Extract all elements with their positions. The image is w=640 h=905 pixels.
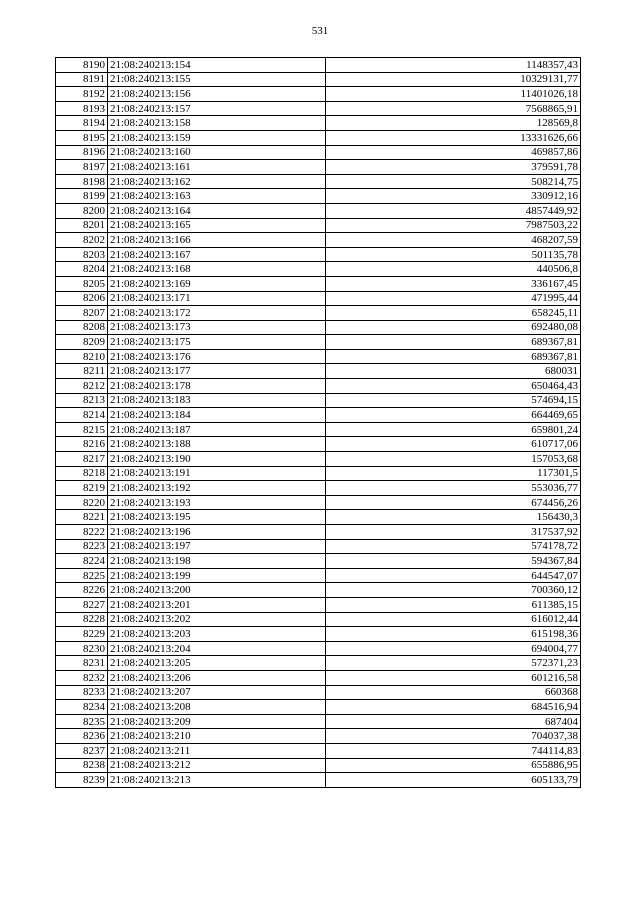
cadastral-number-cell: 21:08:240213:201 (108, 597, 326, 612)
table-row (56, 130, 581, 145)
cadastral-number-cell: 21:08:240213:162 (108, 174, 326, 189)
row-number-cell: 8235 (56, 714, 108, 729)
value-cell: 611385,15 (326, 597, 581, 612)
row-number-cell: 8222 (56, 525, 108, 540)
table-row (56, 145, 581, 160)
value-cell: 659801,24 (326, 422, 581, 437)
row-number-cell: 8206 (56, 291, 108, 306)
row-number-cell: 8225 (56, 568, 108, 583)
row-number-cell: 8211 (56, 364, 108, 379)
cadastral-number-cell: 21:08:240213:202 (108, 612, 326, 627)
row-number-cell: 8217 (56, 452, 108, 467)
cadastral-number-cell: 21:08:240213:154 (108, 58, 326, 73)
value-cell: 317537,92 (326, 525, 581, 540)
table-row (56, 437, 581, 452)
table-row (56, 422, 581, 437)
value-cell: 336167,45 (326, 276, 581, 291)
value-cell: 674456,26 (326, 495, 581, 510)
row-number-cell: 8203 (56, 247, 108, 262)
cadastral-number-cell: 21:08:240213:173 (108, 320, 326, 335)
value-cell: 694004,77 (326, 641, 581, 656)
table-row (56, 685, 581, 700)
value-cell: 616012,44 (326, 612, 581, 627)
value-cell: 7987503,22 (326, 218, 581, 233)
cadastral-number-cell: 21:08:240213:168 (108, 262, 326, 277)
table-row (56, 160, 581, 175)
row-number-cell: 8227 (56, 597, 108, 612)
value-cell: 700360,12 (326, 583, 581, 598)
cadastral-number-cell: 21:08:240213:159 (108, 130, 326, 145)
table-row (56, 291, 581, 306)
cadastral-number-cell: 21:08:240213:205 (108, 656, 326, 671)
table-row (56, 203, 581, 218)
value-cell: 508214,75 (326, 174, 581, 189)
data-table (55, 57, 581, 788)
cadastral-number-cell: 21:08:240213:207 (108, 685, 326, 700)
cadastral-number-cell: 21:08:240213:172 (108, 306, 326, 321)
value-cell: 379591,78 (326, 160, 581, 175)
row-number-cell: 8209 (56, 335, 108, 350)
cadastral-number-cell: 21:08:240213:211 (108, 743, 326, 758)
value-cell: 574694,15 (326, 393, 581, 408)
row-number-cell: 8210 (56, 349, 108, 364)
row-number-cell: 8205 (56, 276, 108, 291)
row-number-cell: 8218 (56, 466, 108, 481)
value-cell: 157053,68 (326, 452, 581, 467)
cadastral-number-cell: 21:08:240213:161 (108, 160, 326, 175)
value-cell: 689367,81 (326, 349, 581, 364)
table-row (56, 116, 581, 131)
row-number-cell: 8199 (56, 189, 108, 204)
cadastral-number-cell: 21:08:240213:199 (108, 568, 326, 583)
cadastral-number-cell: 21:08:240213:200 (108, 583, 326, 598)
cadastral-number-cell: 21:08:240213:158 (108, 116, 326, 131)
value-cell: 601216,58 (326, 670, 581, 685)
cadastral-number-cell: 21:08:240213:176 (108, 349, 326, 364)
table-row (56, 452, 581, 467)
cadastral-number-cell: 21:08:240213:177 (108, 364, 326, 379)
cadastral-number-cell: 21:08:240213:213 (108, 773, 326, 788)
table-row (56, 218, 581, 233)
table-row (56, 758, 581, 773)
row-number-cell: 8223 (56, 539, 108, 554)
cadastral-number-cell: 21:08:240213:193 (108, 495, 326, 510)
row-number-cell: 8208 (56, 320, 108, 335)
cadastral-number-cell: 21:08:240213:183 (108, 393, 326, 408)
row-number-cell: 8204 (56, 262, 108, 277)
value-cell: 4857449,92 (326, 203, 581, 218)
table-row (56, 568, 581, 583)
page-number: 531 (311, 25, 329, 37)
value-cell: 684516,94 (326, 700, 581, 715)
table-row (56, 408, 581, 423)
cadastral-number-cell: 21:08:240213:171 (108, 291, 326, 306)
row-number-cell: 8192 (56, 87, 108, 102)
value-cell: 680031 (326, 364, 581, 379)
row-number-cell: 8239 (56, 773, 108, 788)
value-cell: 594367,84 (326, 554, 581, 569)
value-cell: 692480,08 (326, 320, 581, 335)
row-number-cell: 8226 (56, 583, 108, 598)
table-row (56, 189, 581, 204)
table-row (56, 306, 581, 321)
table-row (56, 700, 581, 715)
value-cell: 156430,3 (326, 510, 581, 525)
table-row (56, 87, 581, 102)
table-row (56, 656, 581, 671)
cadastral-number-cell: 21:08:240213:184 (108, 408, 326, 423)
value-cell: 117301,5 (326, 466, 581, 481)
table-row (56, 495, 581, 510)
table-body (56, 58, 581, 788)
value-cell: 689367,81 (326, 335, 581, 350)
value-cell: 1148357,43 (326, 58, 581, 73)
cadastral-number-cell: 21:08:240213:155 (108, 72, 326, 87)
cadastral-number-cell: 21:08:240213:190 (108, 452, 326, 467)
row-number-cell: 8213 (56, 393, 108, 408)
value-cell: 7568865,91 (326, 101, 581, 116)
value-cell: 704037,38 (326, 729, 581, 744)
row-number-cell: 8200 (56, 203, 108, 218)
table-row (56, 247, 581, 262)
value-cell: 10329131,77 (326, 72, 581, 87)
value-cell: 650464,43 (326, 379, 581, 394)
value-cell: 469857,86 (326, 145, 581, 160)
value-cell: 615198,36 (326, 627, 581, 642)
table-row (56, 364, 581, 379)
row-number-cell: 8237 (56, 743, 108, 758)
table-row (56, 597, 581, 612)
table-row (56, 670, 581, 685)
cadastral-number-cell: 21:08:240213:165 (108, 218, 326, 233)
cadastral-number-cell: 21:08:240213:167 (108, 247, 326, 262)
cadastral-number-cell: 21:08:240213:196 (108, 525, 326, 540)
cadastral-number-cell: 21:08:240213:175 (108, 335, 326, 350)
table-row (56, 539, 581, 554)
cadastral-number-cell: 21:08:240213:169 (108, 276, 326, 291)
value-cell: 128569,8 (326, 116, 581, 131)
table-row (56, 393, 581, 408)
cadastral-number-cell: 21:08:240213:212 (108, 758, 326, 773)
table-row (56, 349, 581, 364)
row-number-cell: 8212 (56, 379, 108, 394)
table-row (56, 481, 581, 496)
row-number-cell: 8231 (56, 656, 108, 671)
value-cell: 610717,06 (326, 437, 581, 452)
row-number-cell: 8198 (56, 174, 108, 189)
table-row (56, 714, 581, 729)
table-row (56, 525, 581, 540)
row-number-cell: 8232 (56, 670, 108, 685)
row-number-cell: 8238 (56, 758, 108, 773)
value-cell: 330912,16 (326, 189, 581, 204)
row-number-cell: 8220 (56, 495, 108, 510)
value-cell: 664469,65 (326, 408, 581, 423)
row-number-cell: 8229 (56, 627, 108, 642)
value-cell: 605133,79 (326, 773, 581, 788)
value-cell: 658245,11 (326, 306, 581, 321)
cadastral-number-cell: 21:08:240213:197 (108, 539, 326, 554)
value-cell: 468207,59 (326, 233, 581, 248)
row-number-cell: 8216 (56, 437, 108, 452)
cadastral-number-cell: 21:08:240213:157 (108, 101, 326, 116)
cadastral-number-cell: 21:08:240213:188 (108, 437, 326, 452)
table-row (56, 335, 581, 350)
row-number-cell: 8194 (56, 116, 108, 131)
cadastral-number-cell: 21:08:240213:187 (108, 422, 326, 437)
table-row (56, 612, 581, 627)
value-cell: 501135,78 (326, 247, 581, 262)
row-number-cell: 8214 (56, 408, 108, 423)
table-row (56, 773, 581, 788)
cadastral-number-cell: 21:08:240213:166 (108, 233, 326, 248)
row-number-cell: 8195 (56, 130, 108, 145)
table-row (56, 729, 581, 744)
table-row (56, 101, 581, 116)
table-row (56, 583, 581, 598)
cadastral-number-cell: 21:08:240213:198 (108, 554, 326, 569)
row-number-cell: 8221 (56, 510, 108, 525)
table-row (56, 320, 581, 335)
value-cell: 655886,95 (326, 758, 581, 773)
row-number-cell: 8201 (56, 218, 108, 233)
value-cell: 660368 (326, 685, 581, 700)
row-number-cell: 8234 (56, 700, 108, 715)
row-number-cell: 8228 (56, 612, 108, 627)
cadastral-number-cell: 21:08:240213:206 (108, 670, 326, 685)
row-number-cell: 8219 (56, 481, 108, 496)
row-number-cell: 8193 (56, 101, 108, 116)
cadastral-number-cell: 21:08:240213:160 (108, 145, 326, 160)
table-row (56, 641, 581, 656)
cadastral-number-cell: 21:08:240213:208 (108, 700, 326, 715)
table-row (56, 276, 581, 291)
value-cell: 13331626,66 (326, 130, 581, 145)
cadastral-number-cell: 21:08:240213:195 (108, 510, 326, 525)
row-number-cell: 8233 (56, 685, 108, 700)
value-cell: 572371,23 (326, 656, 581, 671)
value-cell: 553036,77 (326, 481, 581, 496)
row-number-cell: 8207 (56, 306, 108, 321)
row-number-cell: 8190 (56, 58, 108, 73)
row-number-cell: 8191 (56, 72, 108, 87)
row-number-cell: 8197 (56, 160, 108, 175)
table-row (56, 379, 581, 394)
value-cell: 440506,8 (326, 262, 581, 277)
value-cell: 471995,44 (326, 291, 581, 306)
cadastral-number-cell: 21:08:240213:156 (108, 87, 326, 102)
table-row (56, 743, 581, 758)
cadastral-number-cell: 21:08:240213:163 (108, 189, 326, 204)
table-row (56, 510, 581, 525)
cadastral-number-cell: 21:08:240213:209 (108, 714, 326, 729)
row-number-cell: 8202 (56, 233, 108, 248)
table-row (56, 72, 581, 87)
cadastral-number-cell: 21:08:240213:192 (108, 481, 326, 496)
cadastral-number-cell: 21:08:240213:191 (108, 466, 326, 481)
value-cell: 574178,72 (326, 539, 581, 554)
value-cell: 11401026,18 (326, 87, 581, 102)
table-row (56, 262, 581, 277)
cadastral-number-cell: 21:08:240213:210 (108, 729, 326, 744)
value-cell: 744114,83 (326, 743, 581, 758)
table-row (56, 233, 581, 248)
cadastral-number-cell: 21:08:240213:164 (108, 203, 326, 218)
row-number-cell: 8236 (56, 729, 108, 744)
table-row (56, 554, 581, 569)
table-row (56, 174, 581, 189)
cadastral-number-cell: 21:08:240213:204 (108, 641, 326, 656)
cadastral-number-cell: 21:08:240213:203 (108, 627, 326, 642)
row-number-cell: 8230 (56, 641, 108, 656)
table-row (56, 627, 581, 642)
table-row (56, 466, 581, 481)
value-cell: 687404 (326, 714, 581, 729)
row-number-cell: 8224 (56, 554, 108, 569)
row-number-cell: 8215 (56, 422, 108, 437)
value-cell: 644547,07 (326, 568, 581, 583)
table-row (56, 58, 581, 73)
cadastral-number-cell: 21:08:240213:178 (108, 379, 326, 394)
row-number-cell: 8196 (56, 145, 108, 160)
